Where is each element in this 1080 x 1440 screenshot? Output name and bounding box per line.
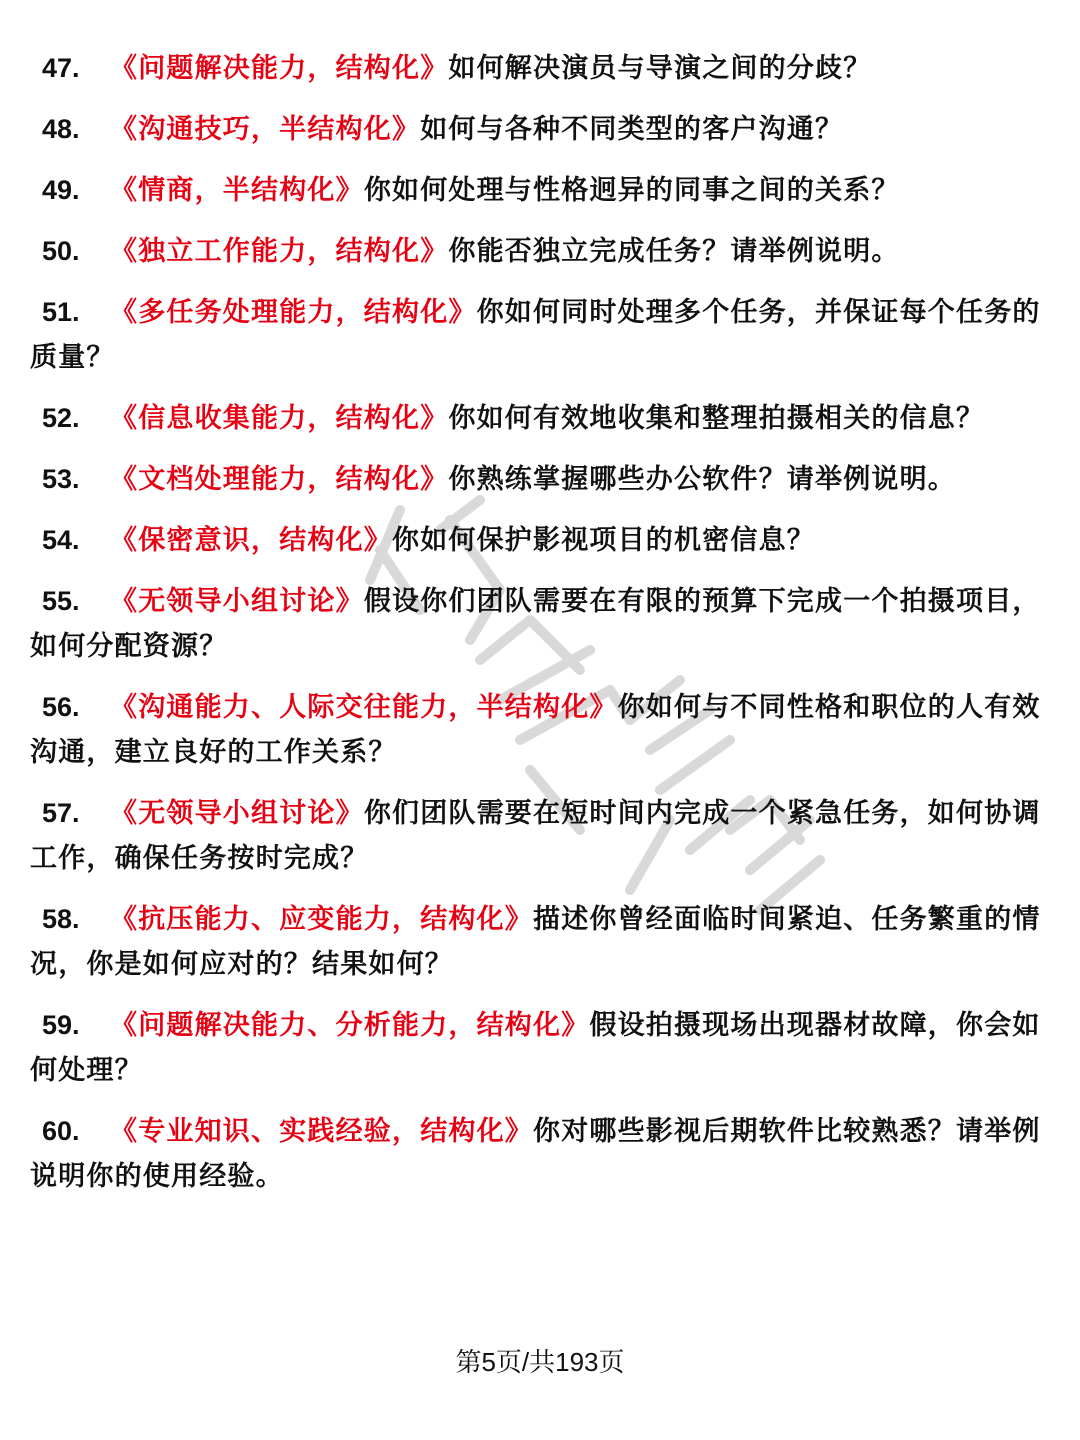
question-item xyxy=(30,396,1060,441)
question-text: 你如何处理与性格迥异的同事之间的关系？ xyxy=(363,175,900,206)
question-text: 你对哪些影视后期软件比较熟悉？请举例说明你的使用经验。 xyxy=(30,1116,1041,1192)
question-category: 《独立工作能力，结构化》 xyxy=(110,236,449,267)
question-text: 如何与各种不同类型的客户沟通？ xyxy=(420,114,844,145)
question-category: 《问题解决能力、分析能力，结构化》 xyxy=(110,1010,590,1041)
question-item xyxy=(30,457,1060,502)
question-number: 59. xyxy=(42,1010,80,1040)
question-category: 《信息收集能力，结构化》 xyxy=(110,403,449,434)
question-number: 55. xyxy=(42,586,80,616)
question-item xyxy=(30,46,1060,91)
question-text: 你能否独立完成任务？请举例说明。 xyxy=(448,236,900,267)
question-number: 56. xyxy=(42,692,80,722)
question-list xyxy=(30,46,1060,1215)
question-item xyxy=(30,685,1060,775)
question-category: 《专业知识、实践经验，结构化》 xyxy=(110,1116,533,1147)
question-number: 52. xyxy=(42,403,80,433)
question-category: 《文档处理能力，结构化》 xyxy=(110,464,449,495)
question-text: 描述你曾经面临时间紧迫、任务繁重的情况，你是如何应对的？结果如何？ xyxy=(30,904,1041,980)
question-text: 假设你们团队需要在有限的预算下完成一个拍摄项目，如何分配资源？ xyxy=(30,586,1041,662)
question-text: 你如何与不同性格和职位的人有效沟通，建立良好的工作关系？ xyxy=(30,692,1041,768)
question-text: 如何解决演员与导演之间的分歧？ xyxy=(448,53,872,84)
question-number: 54. xyxy=(42,525,80,555)
question-category: 《无领导小组讨论》 xyxy=(110,798,364,829)
question-number: 48. xyxy=(42,114,80,144)
question-category: 《无领导小组讨论》 xyxy=(110,586,364,617)
question-item xyxy=(30,290,1060,380)
question-number: 50. xyxy=(42,236,80,266)
question-item xyxy=(30,579,1060,669)
question-item xyxy=(30,229,1060,274)
question-category: 《多任务处理能力，结构化》 xyxy=(110,297,477,328)
question-text: 你如何有效地收集和整理拍摄相关的信息？ xyxy=(448,403,985,434)
question-text: 你如何保护影视项目的机密信息？ xyxy=(392,525,815,556)
question-number: 58. xyxy=(42,904,80,934)
question-item xyxy=(30,107,1060,152)
question-number: 49. xyxy=(42,175,80,205)
question-category: 《抗压能力、应变能力，结构化》 xyxy=(110,904,533,935)
question-text: 你如何同时处理多个任务，并保证每个任务的质量？ xyxy=(30,297,1041,373)
question-category: 《沟通能力、人际交往能力，半结构化》 xyxy=(110,692,618,723)
question-item xyxy=(30,791,1060,881)
question-number: 47. xyxy=(42,53,80,83)
question-category: 《沟通技巧，半结构化》 xyxy=(110,114,421,145)
question-category: 《情商，半结构化》 xyxy=(110,175,364,206)
question-number: 57. xyxy=(42,798,80,828)
page-indicator: 第5页/共193页 xyxy=(455,1347,625,1377)
question-text: 假设拍摄现场出现器材故障，你会如何处理？ xyxy=(30,1010,1041,1086)
question-number: 60. xyxy=(42,1116,80,1146)
question-text: 你熟练掌握哪些办公软件？请举例说明。 xyxy=(448,464,957,495)
question-item xyxy=(30,1003,1060,1093)
question-item xyxy=(30,518,1060,563)
question-item xyxy=(30,1109,1060,1199)
question-number: 53. xyxy=(42,464,80,494)
question-category: 《保密意识，结构化》 xyxy=(110,525,392,556)
question-category: 《问题解决能力，结构化》 xyxy=(110,53,449,84)
question-item xyxy=(30,897,1060,987)
question-text: 你们团队需要在短时间内完成一个紧急任务，如何协调工作，确保任务按时完成？ xyxy=(30,798,1041,874)
question-item xyxy=(30,168,1060,213)
question-number: 51. xyxy=(42,297,80,327)
